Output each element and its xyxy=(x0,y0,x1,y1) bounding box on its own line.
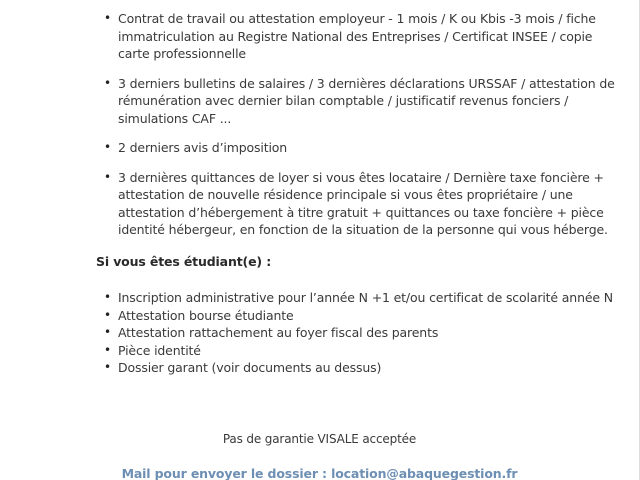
list-item xyxy=(104,289,624,307)
bullet-icon: • xyxy=(104,290,111,304)
list-item xyxy=(104,324,624,342)
bullet-icon: • xyxy=(104,307,111,322)
list-item-text: Inscription administrative pour l’année N +1 et/ou certificat de scolarité année N xyxy=(118,290,613,305)
list-item-text: 3 dernières quittances de loyer si vous êtes locataire / Dernière taxe foncière + attestation de nouvelle résidence principale si vous êtes propriétaire / une attestation d’hébergement à titre gratuit + quittances ou taxe foncière + pièce identité hébergeur, en fonction de la situation de la personne qui vous héberge. xyxy=(118,169,608,237)
requirements-list xyxy=(104,10,624,251)
bullet-icon: • xyxy=(104,140,111,154)
list-item-text: Contrat de travail ou attestation employeur - 1 mois / K ou Kbis -3 mois / fiche immatriculation au Registre National des Entreprises / Certificat INSEE / copie carte professionnelle xyxy=(118,11,596,61)
list-item-text: Attestation bourse étudiante xyxy=(118,307,294,323)
student-heading: Si vous êtes étudiant(e) : xyxy=(96,254,272,269)
list-item xyxy=(104,169,624,239)
bullet-icon: • xyxy=(104,325,111,339)
list-item xyxy=(104,139,624,157)
list-item xyxy=(104,307,624,325)
bullet-icon: • xyxy=(104,11,111,25)
student-requirements-list xyxy=(104,289,624,377)
mail-link[interactable]: Mail pour envoyer le dossier : location@abaquegestion.fr xyxy=(121,466,518,480)
bullet-icon: • xyxy=(104,342,111,357)
list-item xyxy=(104,359,624,377)
bullet-icon: • xyxy=(104,360,111,374)
list-item-text: Pièce identité xyxy=(118,342,201,358)
list-item-text: 2 derniers avis d’imposition xyxy=(118,140,288,155)
list-item-text: 3 derniers bulletins de salaires / 3 dernières déclarations URSSAF / attestation de rémunération avec dernier bilan comptable / justificatif revenus fonciers / simulations CAF ... xyxy=(118,75,615,126)
list-item xyxy=(104,75,624,128)
list-item-text: Attestation rattachement au foyer fiscal des parents xyxy=(118,325,439,340)
bullet-icon: • xyxy=(104,169,111,184)
list-item-text: Dossier garant (voir documents au dessus) xyxy=(118,360,382,375)
visale-notice: Pas de garantie VISALE acceptée xyxy=(222,432,417,446)
bullet-icon: • xyxy=(104,75,111,90)
list-item xyxy=(104,342,624,360)
list-item xyxy=(104,10,624,63)
